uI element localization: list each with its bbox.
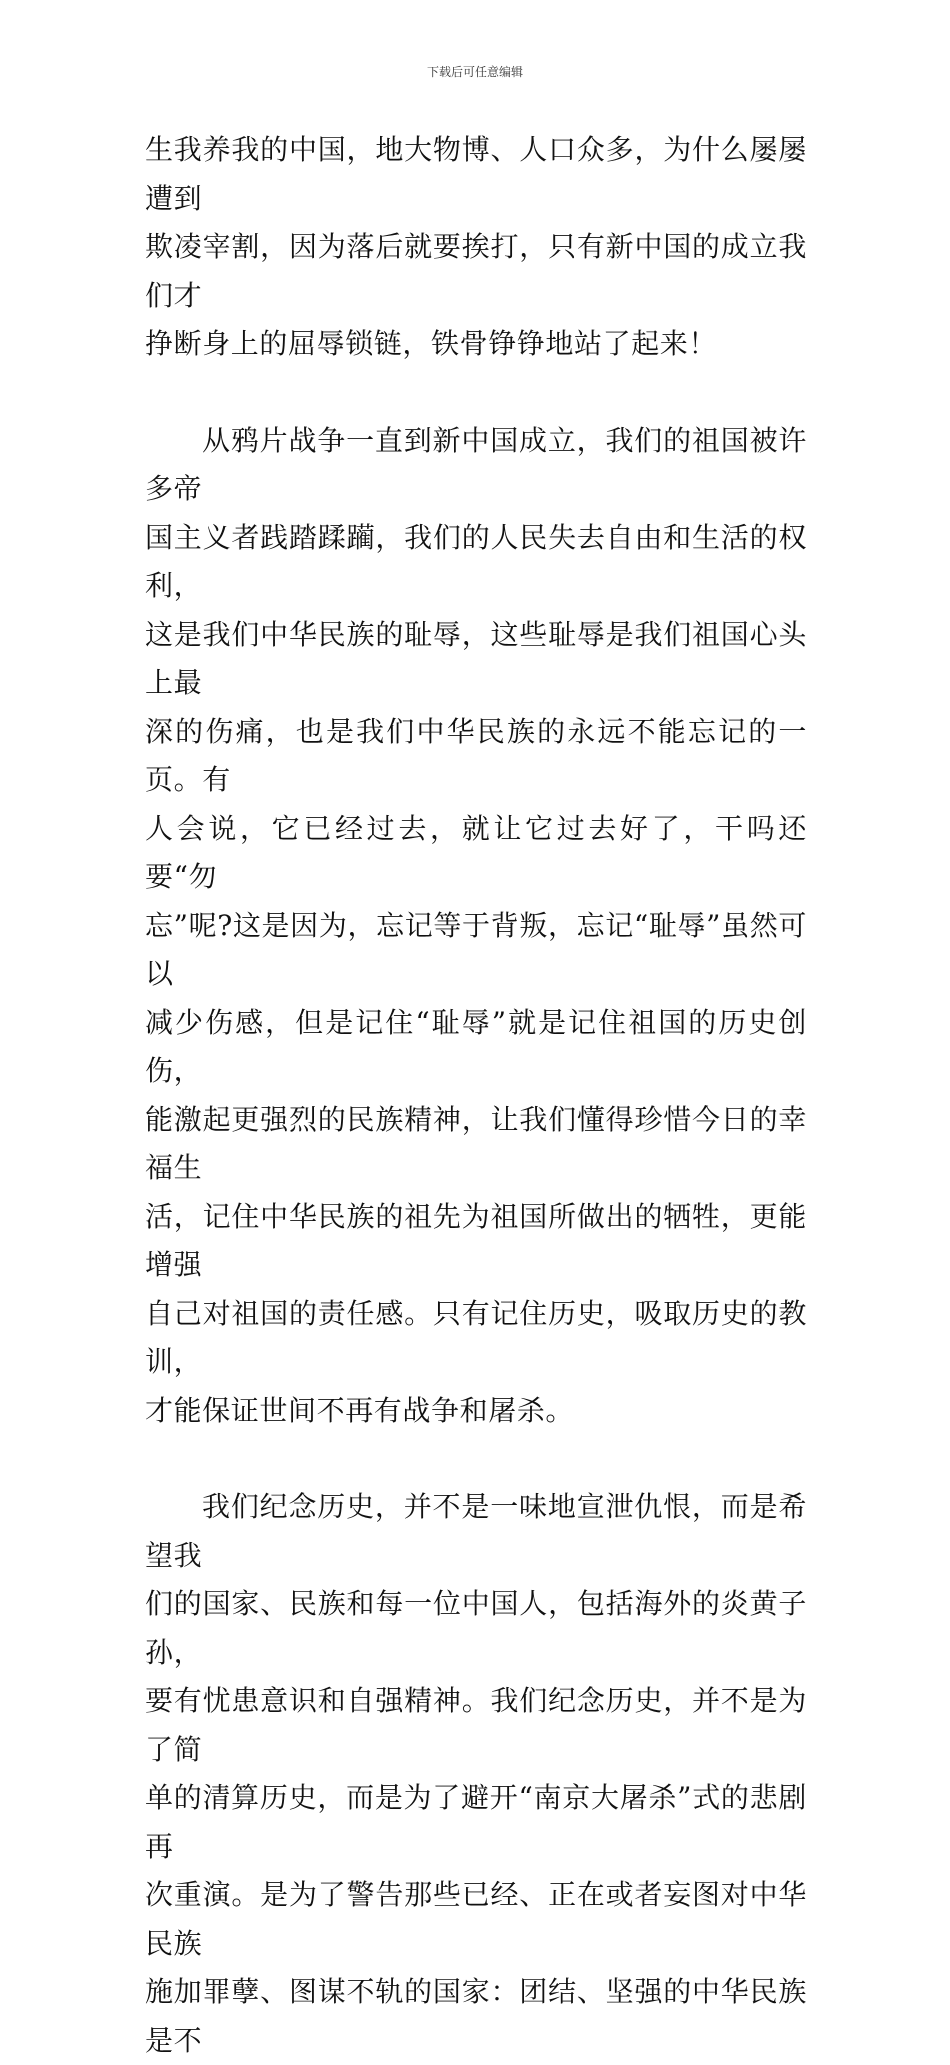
document-body [145,126,807,2065]
paragraph-2: 从鸦片战争一直到新中国成立，我们的祖国被许多帝 国主义者践踏蹂躏，我们的人民失去自由和生活的权利， 这是我们中华民族的耻辱，这些耻辱是我们祖国心头上最 深的伤痛，也是我们中华民族的永远不能忘记的一页。有 人会说，它已经过去，就让它过去好了，干吗还要“勿 忘”呢?这是因为，忘记等于背叛，忘记“耻辱”虽然可以 减少伤感，但是记住“耻辱”就是记住祖国的历史创伤， 能激起更强烈的民族精神，让我们懂得珍惜今日的幸福生 活，记住中华民族的祖先为祖国所做出的牺牲，更能增强 自己对祖国的责任感。只有记住历史，吸取历史的教训， 才能保证世间不再有战争和屠杀。 [145,423,807,1427]
paragraph-1: 生我养我的中国，地大物博、人口众多，为什么屡屡遭到 欺凌宰割，因为落后就要挨打，只有新中国的成立我们才 挣断身上的屈辱锁链，铁骨铮铮地站了起来！ [145,133,807,360]
paragraph-3: 我们纪念历史，并不是一味地宣泄仇恨，而是希望我 们的国家、民族和每一位中国人，包括海外的炎黄子孙， 要有忧患意识和自强精神。我们纪念历史，并不是为了简 单的清算历史，而是为了避开“南京大屠杀”式的悲剧再 次重演。是为了警告那些已经、正在或者妄图对中华民族 施加罪孽、图谋不轨的国家：团结、坚强的中华民族是不 [145,1490,807,2057]
page-header: 下载后可任意编辑 [426,65,523,79]
